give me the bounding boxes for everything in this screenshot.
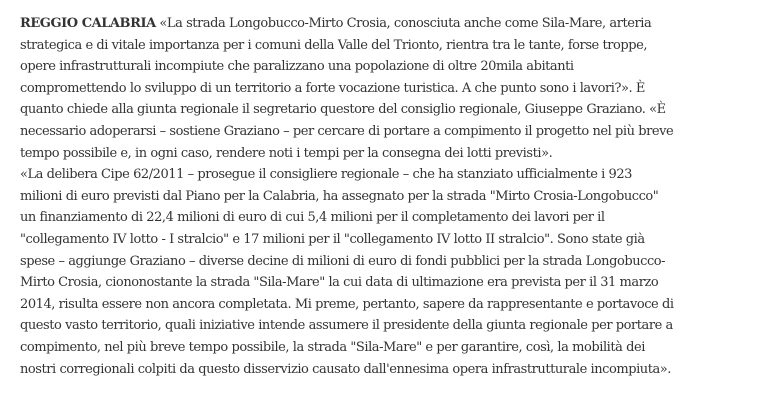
article-line-5: quanto chiede alla giunta regionale il segretario questore del consiglio regionale, Giuseppe Graziano. «È: [20, 102, 666, 118]
article-line-4: compromettendo lo sviluppo di un territorio a forte vocazione turistica. A che punto sono i lavori?». È: [20, 80, 645, 96]
dateline: REGGIO CALABRIA: [20, 16, 156, 31]
article-line-13: Mirto Crosia, ciononostante la strada "Sila-Mare" la cui data di ultimazione era prevista per il 31 marzo: [20, 275, 659, 291]
article-line-1: [20, 13, 756, 35]
article-line-1-text: «La strada Longobucco-Mirto Crosia, conosciuta anche come Sila-Mare, arteria: [155, 16, 652, 31]
article-line-9: milioni di euro previsti dal Piano per la Calabria, ha assegnato per la strada "Mirto Crosia-Longobucco": [20, 188, 659, 204]
article-line-17: nostri corregionali colpiti da questo disservizio causato dall'ennesima opera infrastrutturale incompiuta».: [20, 361, 671, 377]
article-line-12: spese – aggiunge Graziano – diverse decine di milioni di euro di fondi pubblici per la strada Longobucco-: [20, 253, 666, 269]
article-line-10: un finanziamento di 22,4 milioni di euro di cui 5,4 milioni per il completamento dei lavori per il: [20, 210, 605, 226]
article-line-6: necessario adoperarsi – sostiene Graziano – per cercare di portare a compimento il progetto nel più breve: [20, 123, 674, 139]
article-line-3: opere infrastrutturali incompiute che paralizzano una popolazione di oltre 20mila abitanti: [20, 59, 574, 75]
article-line-2: strategica e di vitale importanza per i comuni della Valle del Trionto, rientra tra le tante, forse troppe,: [20, 37, 648, 53]
article-line-14: 2014, risulta essere non ancora completata. Mi preme, pertanto, sapere da rappresentante e portavoce di: [20, 296, 674, 312]
article-line-16: compimento, nel più breve tempo possibile, la strada "Sila-Mare" e per garantire, così, la mobilità dei: [20, 339, 645, 355]
article-line-15: questo vasto territorio, quali iniziative intende assumere il presidente della giunta regionale per portare a: [20, 318, 673, 334]
article-line-11: "collegamento IV lotto - I stralcio" e 17 milioni per il "collegamento IV lotto II stralcio". Sono state già: [20, 231, 645, 247]
article-line-7: tempo possibile e, in ogni caso, rendere noti i tempi per la consegna dei lotti previsti».: [20, 145, 553, 161]
article-line-8: «La delibera Cipe 62/2011 – prosegue il consigliere regionale – che ha stanziato ufficialmente i 923: [20, 167, 633, 183]
